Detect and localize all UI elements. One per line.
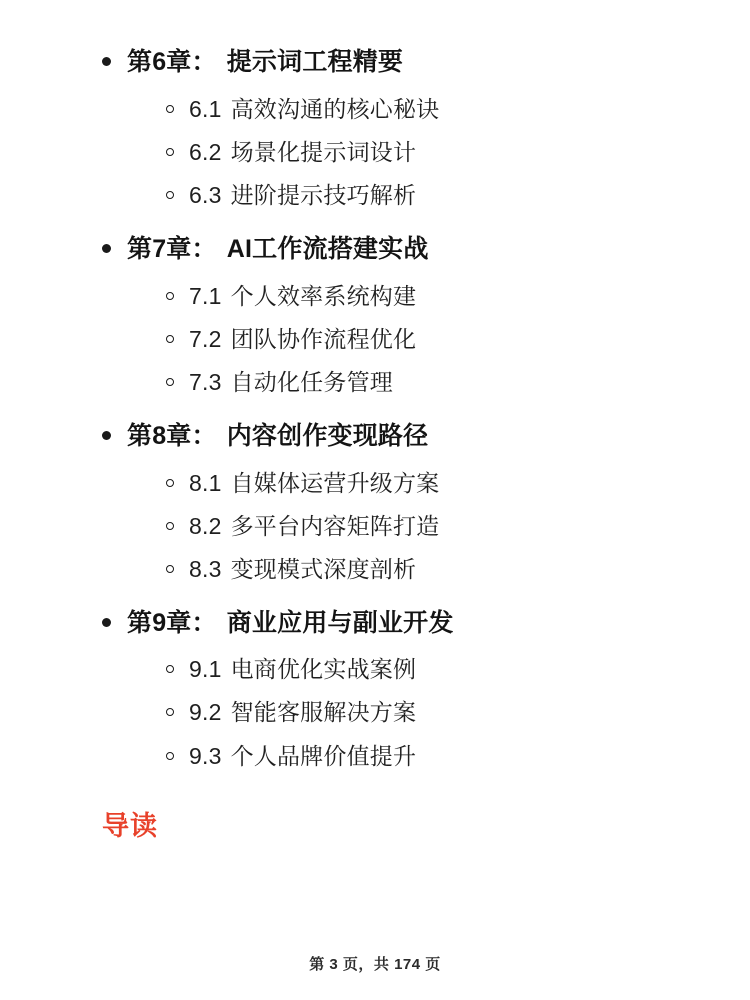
filled-bullet-icon (102, 57, 111, 66)
page-footer: 第 3 页，共 174 页 (309, 956, 441, 973)
toc-section[interactable] (166, 691, 694, 734)
guide-section-heading: 导读 (102, 810, 158, 841)
section-title: 个人品牌价值提升 (230, 742, 417, 769)
section-number: 7.3 (189, 368, 222, 395)
section-number: 9.1 (189, 656, 222, 683)
toc-chapter (56, 601, 694, 778)
section-number: 9.3 (189, 742, 222, 769)
section-title: 高效沟通的核心秘诀 (230, 95, 440, 122)
hollow-bullet-icon (166, 335, 174, 343)
toc-section[interactable] (166, 462, 694, 505)
toc-section[interactable] (166, 548, 694, 591)
hollow-bullet-icon (166, 105, 174, 113)
hollow-bullet-icon (166, 522, 174, 530)
toc-section[interactable] (166, 735, 694, 778)
chapter-title: 内容创作变现路径 (226, 421, 429, 450)
chapter-heading[interactable] (102, 601, 694, 647)
chapter-label: 第8章： (127, 421, 217, 450)
section-list (56, 275, 694, 404)
section-number: 7.2 (189, 325, 222, 352)
section-number: 7.1 (189, 282, 222, 309)
section-number: 9.2 (189, 699, 222, 726)
chapter-label: 第7章： (127, 234, 217, 263)
hollow-bullet-icon (166, 665, 174, 673)
toc-chapter (56, 414, 694, 591)
section-list (56, 462, 694, 591)
section-title: 团队协作流程优化 (230, 325, 417, 352)
toc-section[interactable] (166, 318, 694, 361)
section-number: 6.1 (189, 95, 222, 122)
section-number: 6.2 (189, 138, 222, 165)
section-number: 8.3 (189, 555, 222, 582)
section-list (56, 88, 694, 217)
hollow-bullet-icon (166, 752, 174, 760)
hollow-bullet-icon (166, 565, 174, 573)
filled-bullet-icon (102, 244, 111, 253)
filled-bullet-icon (102, 431, 111, 440)
chapter-title: AI工作流搭建实战 (226, 234, 429, 263)
toc-chapter (56, 40, 694, 217)
section-title: 进阶提示技巧解析 (230, 181, 417, 208)
toc-section[interactable] (166, 275, 694, 318)
section-title: 多平台内容矩阵打造 (230, 512, 440, 539)
chapter-heading[interactable] (102, 40, 694, 86)
hollow-bullet-icon (166, 378, 174, 386)
hollow-bullet-icon (166, 479, 174, 487)
filled-bullet-icon (102, 618, 111, 627)
section-title: 智能客服解决方案 (230, 699, 417, 726)
toc-section[interactable] (166, 361, 694, 404)
section-title: 场景化提示词设计 (230, 138, 417, 165)
section-number: 8.1 (189, 469, 222, 496)
section-list (56, 648, 694, 777)
section-title: 变现模式深度剖析 (230, 555, 417, 582)
section-title: 自动化任务管理 (230, 368, 393, 395)
toc-section[interactable] (166, 505, 694, 548)
toc-section[interactable] (166, 88, 694, 131)
toc-chapter (56, 227, 694, 404)
section-title: 自媒体运营升级方案 (230, 469, 440, 496)
chapter-heading[interactable] (102, 227, 694, 273)
hollow-bullet-icon (166, 708, 174, 716)
table-of-contents (56, 40, 694, 778)
hollow-bullet-icon (166, 191, 174, 199)
chapter-heading[interactable] (102, 414, 694, 460)
chapter-label: 第6章： (127, 48, 217, 76)
chapter-title: 提示词工程精要 (226, 48, 404, 76)
section-number: 6.3 (189, 181, 222, 208)
toc-section[interactable] (166, 174, 694, 217)
chapter-label: 第9章： (127, 608, 217, 637)
toc-section[interactable] (166, 648, 694, 691)
hollow-bullet-icon (166, 148, 174, 156)
section-title: 个人效率系统构建 (230, 282, 417, 309)
section-number: 8.2 (189, 512, 222, 539)
section-title: 电商优化实战案例 (230, 656, 417, 683)
toc-section[interactable] (166, 131, 694, 174)
chapter-title: 商业应用与副业开发 (226, 608, 454, 637)
hollow-bullet-icon (166, 292, 174, 300)
